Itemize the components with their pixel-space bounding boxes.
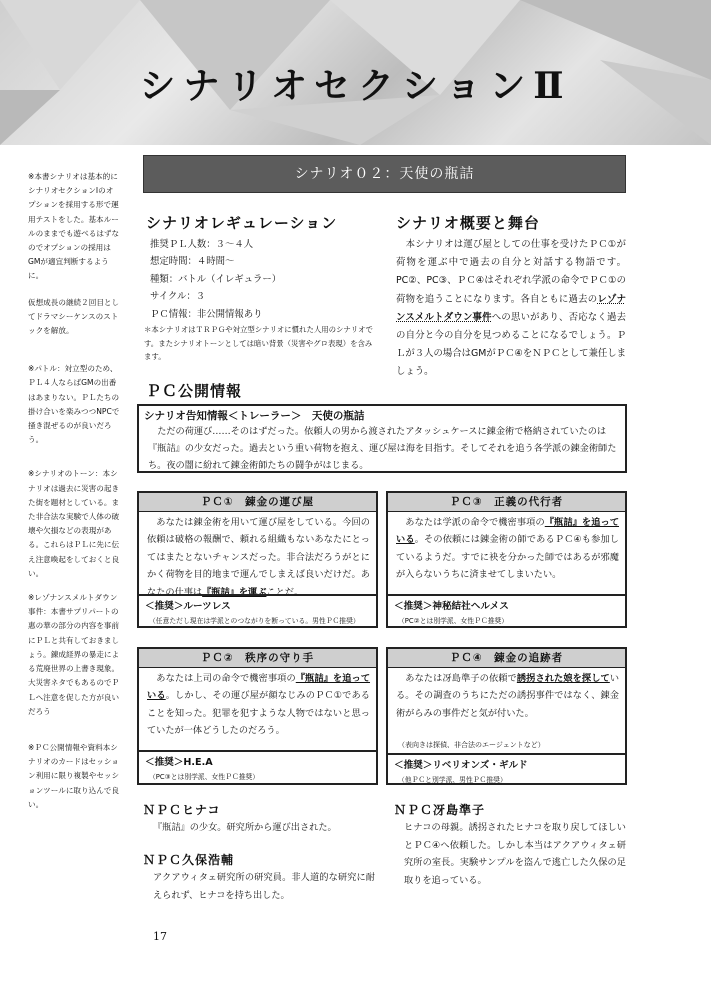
pc1-text [139, 512, 376, 601]
pc1-highlight: 『瓶詰』を運ぶ [202, 586, 267, 598]
regulation-line: 種類：バトル（イレギュラー） [150, 273, 282, 285]
regulation-heading: シナリオレギュレーション [146, 214, 338, 232]
pc4-highlight: 誘拐された娘を探して [516, 673, 610, 684]
sidebar-note: ※本書シナリオは基本的にシナリオセクションⅠのオプションを採用する形で運用テストをした。基本ルールのままでも遊べるはずなのでオプションの採用はGMが適宜判断するように。 [28, 172, 120, 281]
pc3-body: あなたは学派の命令で機密事項の [405, 517, 545, 528]
divider [139, 594, 376, 596]
npc-text: ヒナコの母親。誘拐されたヒナコを取り戻してほしいとＰＣ④へ依頼した。しかし本当はアクアウィタェ研究所の室長。実験サンプルを盗んで逃亡した久保の足取りを追っている。 [404, 822, 626, 886]
pc4-recommend: ＜推奨＞リベリオンズ・ギルド [394, 760, 528, 771]
pc3-recommend: ＜推奨＞神秘結社ヘルメス [394, 601, 509, 612]
sidebar [28, 170, 120, 820]
pc1-title: ＰＣ① 錬金の運び屋 [139, 493, 376, 512]
pc1-body: あなたは錬金術を用いて運び屋をしている。今回の依頼は破格の報酬で、頼れる組織もないあなたにとってはまたとないチャンスだった。非合法だろうがとにかく荷物を目的地まで運んでしまえば良いだけだ。あなたの仕事は [147, 517, 370, 598]
pc3-body-end: 。その依頼には錬金術の師であるＰＣ④も参加しているようだ。すでに袂を分かった師ではあるが邪魔が入らないうちに済ませてしまいたい。 [396, 534, 619, 581]
pc2-highlight: 『瓶詰』を追っている [147, 673, 371, 702]
pc1-body-end: ことだ。 [266, 586, 304, 598]
pc4-recommend-note: （他ＰＣと別学派、男性ＰＣ推奨） [398, 776, 507, 784]
sidebar-note: ※ＰＣ公開情報や資料本シナリオのカードはセッション利用に限り複製やセッションツールに取り込んで良い。 [28, 742, 120, 809]
scenario-banner: シナリオ０２：天使の瓶詰 [143, 155, 626, 193]
pc4-extra-note: （表向きは探偵、非合法のエージェントなど） [398, 741, 545, 749]
npc-entry [143, 802, 375, 837]
pc2-title: ＰＣ② 秩序の守り手 [139, 649, 376, 668]
pc3-text [388, 512, 625, 584]
sidebar-note: ※パトル：対立型のため、ＰＬ４人ならばGMの出番はあまりない。ＰＬたちの掛け合いを楽みつつNPCで掻き混ぜるのが良いだろう。 [28, 364, 120, 445]
trailer-text [144, 423, 620, 474]
npc-entry [143, 852, 375, 904]
pc-public-heading: ＰＣ公開情報 [146, 382, 243, 400]
pc4-title: ＰＣ④ 錬金の追跡者 [388, 649, 625, 668]
pc2-recommend: ＜推奨＞H.E.A [145, 757, 213, 768]
pc1-card [137, 491, 378, 628]
regulation-note: ＊本シナリオはＴＲＰＧや対立型シナリオに慣れた人用のシナリオです。またシナリオトーンとしては暗い背景（災害やグロ表現）を含みます。 [144, 325, 373, 362]
pc3-title: ＰＣ③ 正義の代行者 [388, 493, 625, 512]
page-title: シナリオセクションⅡ [139, 65, 572, 107]
regulation-line: 想定時間：４時間～ [150, 256, 235, 268]
pc4-text [388, 668, 625, 722]
pc2-body-end: 。しかし、その運び屋が顔なじみのＰＣ①であることを知った。犯罪を犯すような人物ではないと思っていたが一体どうしたのだろう。 [147, 690, 370, 737]
header-banner [0, 0, 711, 145]
pc3-card [386, 491, 627, 628]
npc-name: ＮＰＣ久保浩輔 [143, 853, 235, 867]
overview-highlight: レゾナンスメルトダウン事件 [396, 293, 626, 323]
trailer-body: ただの荷運び……そのはずだった。依頼人の男から渡されたアタッシュケースに錬金術で格納されていたのは『瓶詰』の少女だった。過去という重い荷物を抱え、運び屋は海を目指す。そしてそれを追う各学派の錬金術師たち。夜の闇に紛れて錬金術師たちの闘争がはじまる。 [148, 426, 617, 471]
sidebar-note: ※シナリオのトーン：本シナリオは過去に災害の起きた街を題材としている。また非合法な実験で人体の破壊や欠損などの表現がある。これらはＰＬに先に伝え注意喚起をしておくと良い。 [28, 469, 120, 578]
divider [388, 594, 625, 596]
sidebar-note: 仮想成長の継続２回目としてドラマシーケンスのストックを解放。 [28, 297, 120, 336]
pc2-recommend-note: （PC③とは別学派、女性ＰＣ推奨） [149, 773, 260, 781]
pc1-recommend-note: （任意ただし現在は学派とのつながりを断っている。男性ＰＣ推奨） [149, 617, 360, 625]
trailer-title: シナリオ告知情報＜トレーラー＞ 天使の瓶詰 [144, 410, 365, 422]
overview-text-c: への思いがあり、否応なく過去の自分と今の自分を見つめることになるでしょう。ＰＬが３人の場合はGMがＰＣ④をＮＰＣとして兼任しましょう。 [396, 311, 627, 378]
pc4-card [386, 647, 627, 785]
sidebar-note: ※レゾナンスメルトダウン事件：本書サプリパートの惠の華の部分の内容を事前にＰＬと共有しておきましょう。錬成経界の暴走による荒廃世界の上書き現象。大災害ネタでもあるのでＰＬへ注意を促した方が良いだろう [28, 593, 120, 716]
divider [139, 750, 376, 752]
pc1-recommend: ＜推奨＞ルーツレス [145, 601, 231, 612]
npc-entry [394, 802, 626, 889]
regulation-line: ＰＣ情報：非公開情報あり [150, 308, 263, 320]
pc2-card [137, 647, 378, 785]
npc-text: アクアウィタェ研究所の研究員。非人道的な研究に耐えられず、ヒナコを持ち出した。 [153, 872, 375, 901]
pc3-recommend-note: （PC②とは別学派、女性ＰＣ推奨） [398, 617, 509, 625]
npc-text: 『瓶詰』の少女。研究所から運び出された。 [153, 822, 337, 834]
pc4-body: あなたは冴島準子の依頼で [405, 673, 517, 684]
npc-name: ＮＰＣヒナコ [143, 803, 221, 817]
regulation-line: サイクル：３ [150, 291, 206, 303]
pc4-body-end: いる。その調査のうちにただの誘拐事件ではなく、錬金術がらみの事件だと気が付いた。 [396, 673, 620, 719]
overview-text [396, 236, 626, 382]
pc3-highlight: 『瓶詰』を追っている [396, 517, 620, 546]
npc-name: ＮＰＣ冴島準子 [394, 803, 486, 817]
overview-heading: シナリオ概要と舞台 [396, 214, 540, 232]
divider [388, 753, 625, 755]
regulation-line: 推奨ＰＬ人数：３～４人 [150, 239, 254, 250]
trailer-box [137, 404, 627, 473]
pc2-body: あなたは上司の命令で機密事項の [156, 673, 296, 684]
overview-text-a: 本シナリオは運び屋としての仕事を受けたＰＣ①が荷物を運ぶ中で過去の自分と対話する物語です。PC②、PC③、ＰＣ④はそれぞれ学派の命令でＰＣ①の荷物を追うことになります。各自ともに過去の [396, 239, 626, 305]
regulation-list [144, 236, 380, 364]
pc2-text [139, 668, 376, 740]
page-number: 17 [153, 930, 167, 943]
